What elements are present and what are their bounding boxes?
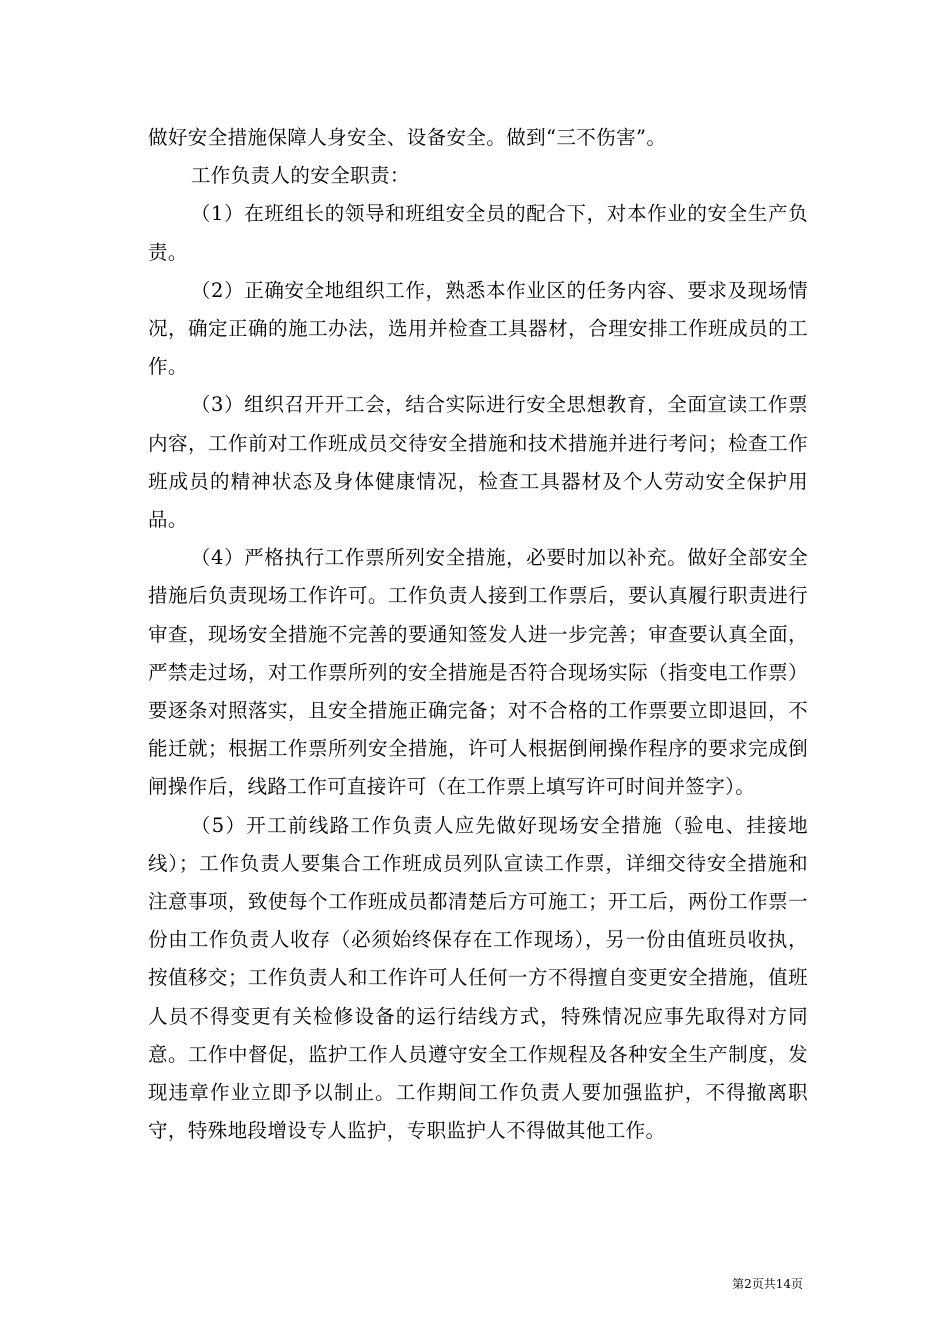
paragraph-item-4: （4）严格执行工作票所列安全措施，必要时加以补充。做好全部安全措施后负责现场工作许可。工作负责人接到工作票后，要认真履行职责进行审查，现场安全措施不完善的要通知签发人进一步完善；审查要认真全面，严禁走过场，对工作票所列的安全措施是否符合现场实际（指变电工作票）要逐条对照落实，且安全措施正确完备；对不合格的工作票要立即退回，不能迁就；根据工作票所列安全措施，许可人根据倒闸操作程序的要求完成倒闸操作后，线路工作可直接许可（在工作票上填写许可时间并签字）。 [148,546,808,799]
paragraph-heading-duties: 工作负责人的安全职责： [190,164,410,188]
paragraph-continuation: 做好安全措施保障人身安全、设备安全。做到“三不伤害”。 [148,126,667,149]
paragraph-item-1: （1）在班组长的领导和班组安全员的配合下，对本作业的安全生产负责。 [148,202,808,264]
paragraph-item-5: （5）开工前线路工作负责人应先做好现场安全措施（验电、挂接地线）；工作负责人要集合工作班成员列队宣读工作票，详细交待安全措施和注意事项，致使每个工作班成员都清楚后方可施工；开工后，两份工作票一份由工作负责人收存（必须始终保存在工作现场），另一份由值班员收执，按值移交；工作负责人和工作许可人任何一方不得擅自变更安全措施，值班人员不得变更有关检修设备的运行结线方式，特殊情况应事先取得对方同意。工作中督促，监护工作人员遵守安全工作规程及各种安全生产制度，发现违章作业立即予以制止。工作期间工作负责人要加强监护，不得撤离职守，特殊地段增设专人监护，专职监护人不得做其他工作。 [148,813,808,1143]
paragraph-item-2: （2）正确安全地组织工作，熟悉本作业区的任务内容、要求及现场情况，确定正确的施工办法，选用并检查工具器材，合理安排工作班成员的工作。 [148,278,808,379]
paragraph-item-3: （3）组织召开开工会，结合实际进行安全思想教育，全面宣读工作票内容，工作前对工作班成员交待安全措施和技术措施并进行考问；检查工作班成员的精神状态及身体健康情况，检查工具器材及个人劳动安全保护用品。 [148,393,808,532]
page-number-footer: 第2页共14页 [732,1277,803,1291]
document-body [148,119,808,1150]
